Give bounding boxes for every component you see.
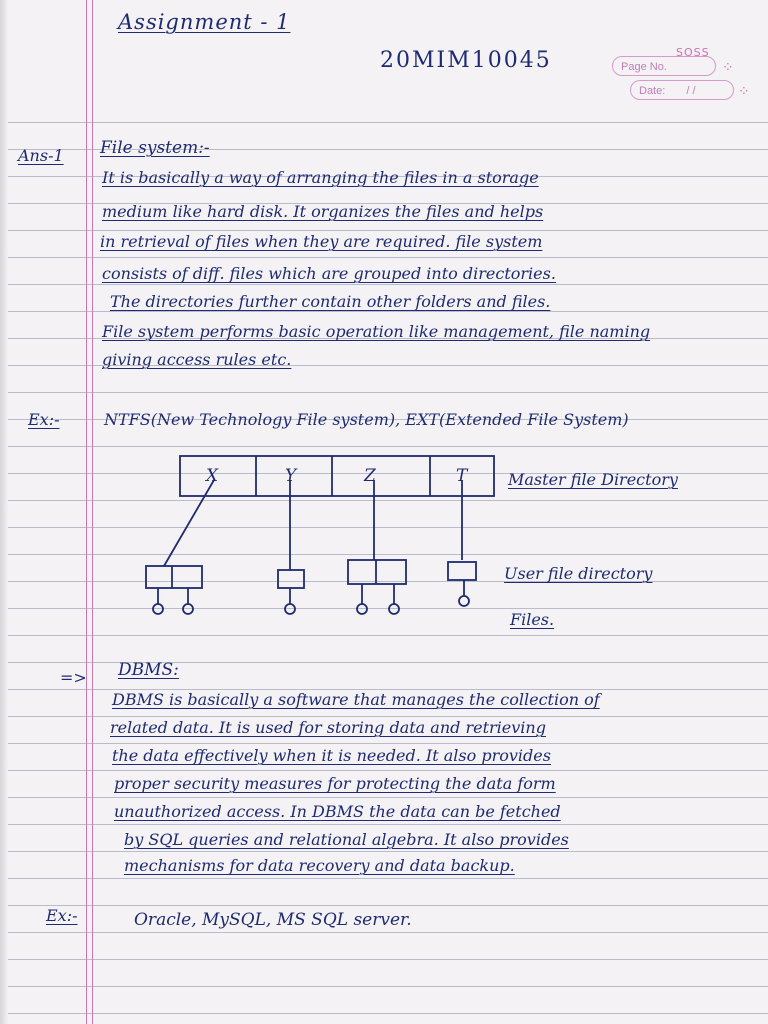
- example-text-2: Oracle, MySQL, MS SQL server.: [134, 910, 412, 930]
- page-no-label: Page No.: [621, 61, 667, 73]
- answer-line-6: File system performs basic operation like management, file naming: [102, 322, 651, 341]
- master-cell-t: T: [456, 466, 468, 486]
- master-cell-x: X: [206, 466, 219, 486]
- grid-dots-icon: ⁘: [722, 60, 734, 76]
- user-directory-box-1: [146, 566, 202, 588]
- dbms-line-4: proper security measures for protecting the data form: [114, 774, 556, 793]
- answer-line-3: in retrieval of files when they are required. file system: [100, 232, 543, 251]
- dbms-line-5: unauthorized access. In DBMS the data can be fetched: [114, 802, 561, 821]
- answer-label: Ans-1: [18, 146, 64, 165]
- dbms-line-3: the data effectively when it is needed. It also provides: [112, 746, 551, 765]
- answer-line-1: It is basically a way of arranging the files in a storage: [102, 168, 539, 187]
- example-label-1: Ex:-: [28, 410, 60, 429]
- arrow-marker: =>: [60, 668, 87, 687]
- example-text-1: NTFS(New Technology File system), EXT(Extended File System): [104, 410, 629, 429]
- user-directory-label: User file directory: [504, 564, 653, 583]
- section-heading-file-system: File system:-: [100, 138, 210, 158]
- answer-line-4: consists of diff. files which are grouped into directories.: [102, 264, 556, 283]
- user-directory-box-3: [348, 560, 406, 584]
- dbms-line-2: related data. It is used for storing data and retrieving: [110, 718, 546, 737]
- user-directory-box-4: [448, 562, 476, 580]
- example-label-2: Ex:-: [46, 906, 78, 925]
- grid-dots-icon-2: ⁘: [738, 84, 750, 100]
- answer-line-7: giving access rules etc.: [102, 350, 292, 369]
- files-label: Files.: [510, 610, 555, 629]
- roll-number: 20MIM10045: [380, 48, 552, 73]
- brand-logo: SOSS: [676, 46, 710, 59]
- master-directory-box: [180, 456, 494, 496]
- date-value: / /: [686, 85, 696, 97]
- date-label: Date:: [639, 85, 666, 97]
- user-directory-box-2: [278, 570, 304, 588]
- section-heading-dbms: DBMS:: [118, 660, 179, 680]
- assignment-title: Assignment - 1: [118, 10, 291, 34]
- answer-line-5: The directories further contain other folders and files.: [110, 292, 551, 311]
- answer-line-2: medium like hard disk. It organizes the files and helps: [102, 202, 544, 221]
- master-directory-label: Master file Directory: [508, 470, 678, 489]
- master-cell-z: Z: [364, 466, 376, 486]
- dbms-line-6: by SQL queries and relational algebra. It also provides: [124, 830, 569, 849]
- dbms-line-1: DBMS is basically a software that manages the collection of: [112, 690, 600, 709]
- dbms-line-7: mechanisms for data recovery and data backup.: [124, 856, 515, 875]
- master-cell-y: Y: [285, 466, 297, 486]
